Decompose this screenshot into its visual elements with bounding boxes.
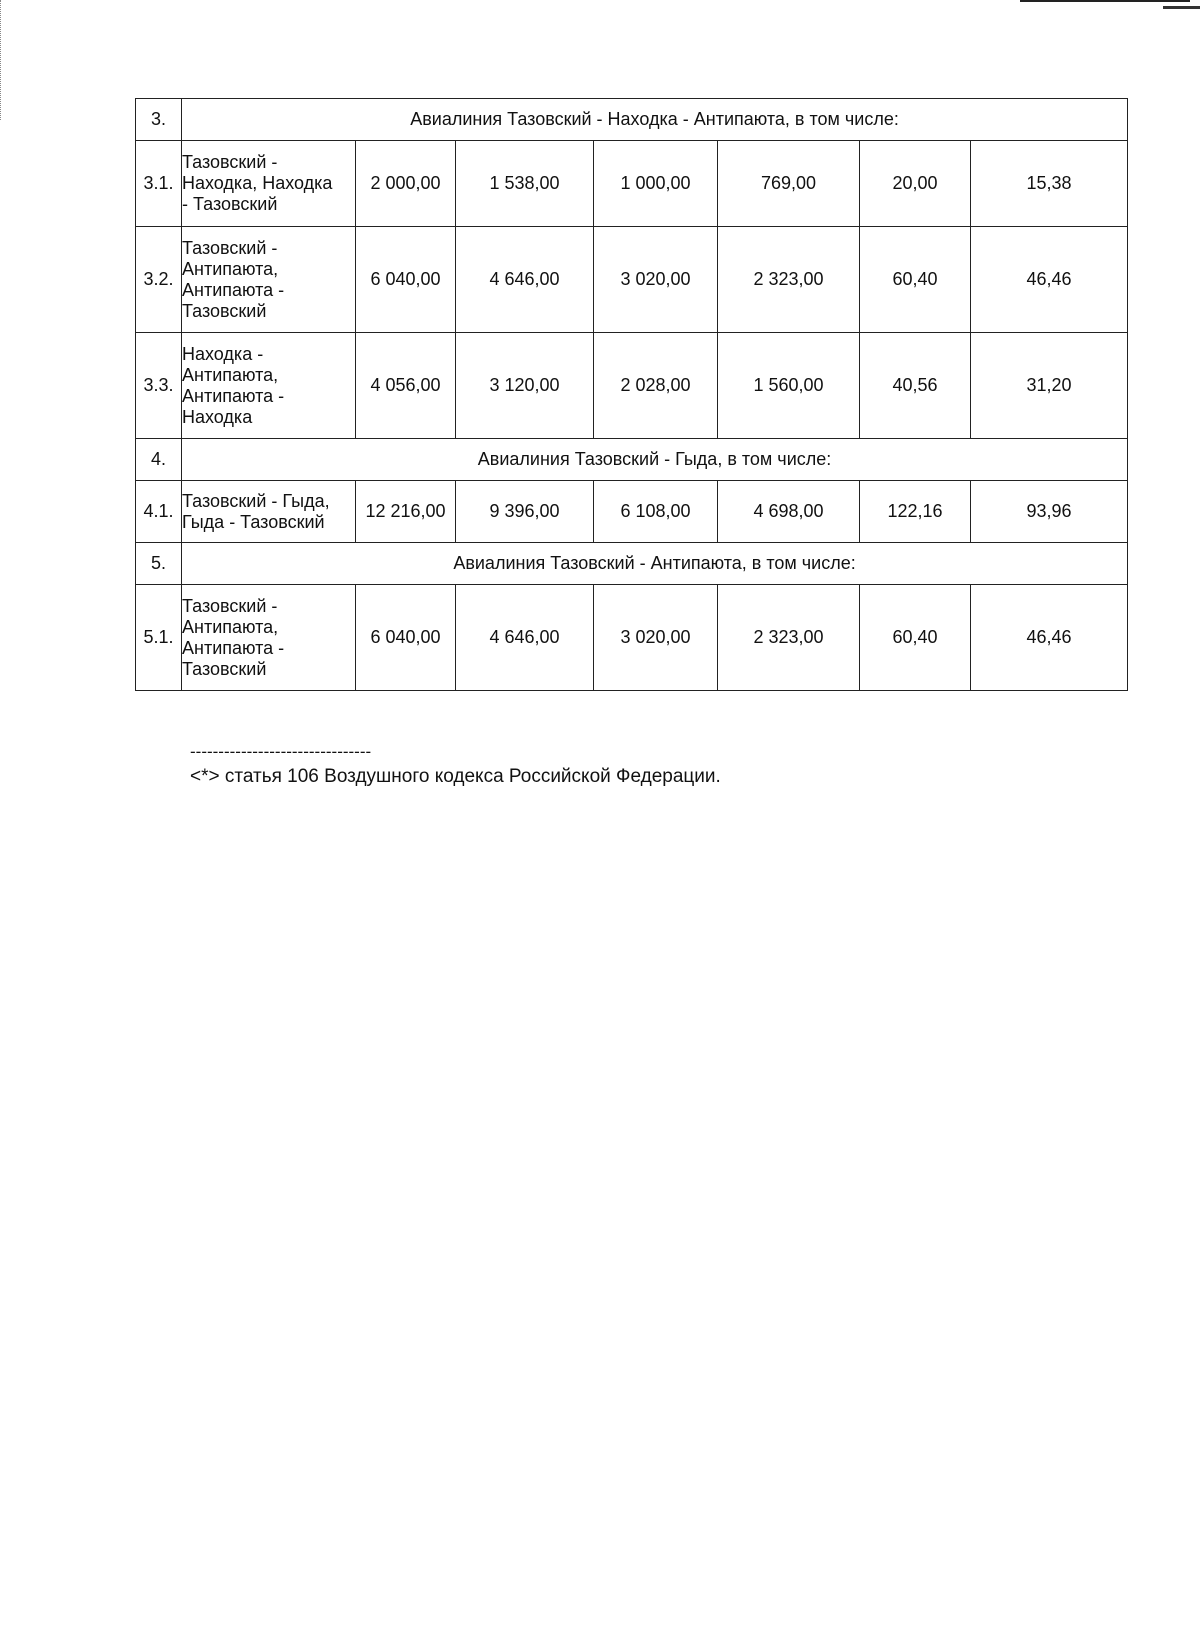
row-number: 5.1. xyxy=(136,585,182,691)
route-line: Антипаюта - xyxy=(182,279,285,300)
route-line: Тазовский xyxy=(182,658,267,679)
scan-left-edge xyxy=(0,0,3,120)
value-cell: 2 028,00 xyxy=(594,333,718,439)
value-cell: 769,00 xyxy=(718,141,860,227)
scan-top-mark xyxy=(1163,6,1200,9)
route-line: Тазовский - xyxy=(182,152,278,172)
value-cell: 3 020,00 xyxy=(594,585,718,691)
group-title: Авиалиния Тазовский - Антипаюта, в том числе: xyxy=(182,543,1128,585)
route-line: Антипаюта, xyxy=(182,364,279,385)
value-cell: 2 323,00 xyxy=(718,585,860,691)
value-cell: 60,40 xyxy=(860,227,971,333)
value-cell: 4 056,00 xyxy=(356,333,456,439)
value-cell: 60,40 xyxy=(860,585,971,691)
row-number: 3.3. xyxy=(136,333,182,439)
route-cell xyxy=(182,333,356,439)
value-cell: 1 538,00 xyxy=(456,141,594,227)
table-row xyxy=(136,333,1128,439)
value-cell: 46,46 xyxy=(971,585,1128,691)
route-line: Антипаюта, xyxy=(182,258,279,279)
value-cell: 1 560,00 xyxy=(718,333,860,439)
table-row xyxy=(136,141,1128,227)
row-number: 4.1. xyxy=(136,481,182,543)
route-line: - Тазовский xyxy=(182,194,278,214)
value-cell: 6 040,00 xyxy=(356,585,456,691)
route-line: Гыда - Тазовский xyxy=(182,511,325,532)
footnote-separator: -------------------------------- xyxy=(190,742,372,761)
fares-table xyxy=(135,98,1128,691)
route-cell xyxy=(182,481,356,543)
footnote-text: <*> статья 106 Воздушного кодекса Российской Федерации. xyxy=(190,766,721,787)
value-cell: 3 120,00 xyxy=(456,333,594,439)
route-line: Находка - xyxy=(182,343,264,364)
scan-top-line xyxy=(1020,0,1190,2)
group-number: 4. xyxy=(136,439,182,481)
route-line: Антипаюта - xyxy=(182,637,285,658)
value-cell: 12 216,00 xyxy=(356,481,456,543)
value-cell: 40,56 xyxy=(860,333,971,439)
value-cell: 3 020,00 xyxy=(594,227,718,333)
value-cell: 4 698,00 xyxy=(718,481,860,543)
value-cell: 2 323,00 xyxy=(718,227,860,333)
row-number: 3.2. xyxy=(136,227,182,333)
value-cell: 9 396,00 xyxy=(456,481,594,543)
value-cell: 31,20 xyxy=(971,333,1128,439)
route-line: Тазовский - xyxy=(182,237,278,258)
value-cell: 20,00 xyxy=(860,141,971,227)
route-line: Тазовский - xyxy=(182,595,278,616)
value-cell: 122,16 xyxy=(860,481,971,543)
route-line: Антипаюта, xyxy=(182,616,279,637)
row-number: 3.1. xyxy=(136,141,182,227)
group-header-row xyxy=(136,99,1128,141)
value-cell: 93,96 xyxy=(971,481,1128,543)
value-cell: 2 000,00 xyxy=(356,141,456,227)
group-header-row xyxy=(136,543,1128,585)
value-cell: 46,46 xyxy=(971,227,1128,333)
value-cell: 4 646,00 xyxy=(456,227,594,333)
table-row xyxy=(136,227,1128,333)
value-cell: 1 000,00 xyxy=(594,141,718,227)
group-title: Авиалиния Тазовский - Гыда, в том числе: xyxy=(182,439,1128,481)
route-line: Находка xyxy=(182,406,253,427)
table-row xyxy=(136,585,1128,691)
value-cell: 4 646,00 xyxy=(456,585,594,691)
route-line: Тазовский xyxy=(182,300,267,321)
table-row xyxy=(136,481,1128,543)
group-header-row xyxy=(136,439,1128,481)
value-cell: 15,38 xyxy=(971,141,1128,227)
route-line: Антипаюта - xyxy=(182,385,285,406)
route-cell xyxy=(182,141,356,227)
value-cell: 6 108,00 xyxy=(594,481,718,543)
route-line: Тазовский - Гыда, xyxy=(182,490,330,511)
group-number: 5. xyxy=(136,543,182,585)
group-title: Авиалиния Тазовский - Находка - Антипаюта, в том числе: xyxy=(182,99,1128,141)
group-number: 3. xyxy=(136,99,182,141)
route-cell xyxy=(182,227,356,333)
route-cell xyxy=(182,585,356,691)
value-cell: 6 040,00 xyxy=(356,227,456,333)
route-line: Находка, Находка xyxy=(182,173,333,193)
